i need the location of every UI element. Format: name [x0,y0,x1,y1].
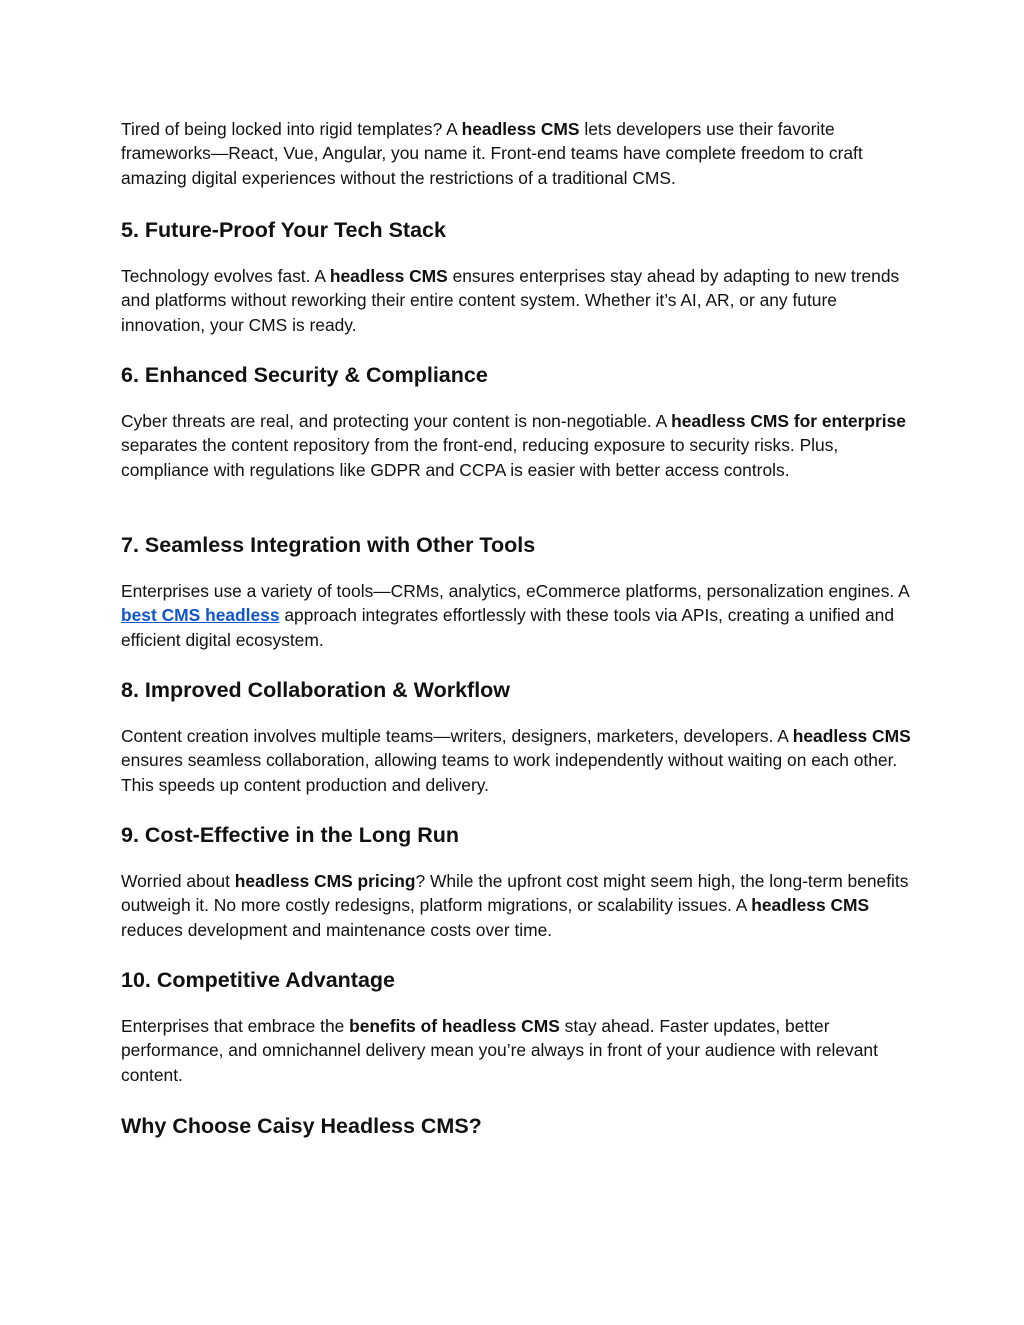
section-10-heading: 10. Competitive Advantage [121,968,395,992]
section-10-bold-1: benefits of headless CMS [349,1016,560,1036]
intro-text-1: Tired of being locked into rigid templates? A [121,119,462,139]
section-9-text-1: Worried about [121,871,235,891]
why-choose-heading: Why Choose Caisy Headless CMS? [121,1114,482,1138]
intro-text-2: lets developers use their favorite frameworks—React, Vue, Angular, you name it. Front-end teams have complete freedom to craft amazing digital experiences without the restrictions of a traditional CMS. [121,119,863,188]
section-9-text-2: ? While the upfront cost might seem high, the long-term benefits outweigh it. No more costly redesigns, platform migrations, or scalability issues. A [121,871,909,916]
section-8-paragraph [121,724,911,797]
section-6-text-1: Cyber threats are real, and protecting your content is non-negotiable. A [121,411,672,431]
section-5-text-2: ensures enterprises stay ahead by adapting to new trends and platforms without reworking their entire content system. Whether it’s AI, AR, or any future innovation, your CMS is ready. [121,266,900,335]
intro-bold-1: headless CMS [461,119,580,139]
section-9-bold-1: headless CMS pricing [234,871,416,891]
section-8-text-2: ensures seamless collaboration, allowing teams to work independently without waiting on each other. This speeds up content production and delivery. [121,750,898,795]
section-6-bold-1: headless CMS for enterprise [671,411,906,431]
best-cms-headless-link[interactable]: best CMS headless [121,605,280,626]
section-7-text-2: approach integrates effortlessly with these tools via APIs, creating a unified and efficient digital ecosystem. [121,605,895,650]
section-9-paragraph [121,869,911,942]
section-7-heading: 7. Seamless Integration with Other Tools [121,533,536,557]
section-7-paragraph [121,579,911,652]
section-5-bold-1: headless CMS [329,266,448,286]
section-10-text-2: stay ahead. Faster updates, better performance, and omnichannel delivery mean you’re always in front of your audience with relevant content. [121,1016,878,1085]
section-6-paragraph [121,409,911,482]
intro-paragraph [121,117,911,190]
section-8-heading: 8. Improved Collaboration & Workflow [121,678,511,702]
section-6-heading: 6. Enhanced Security & Compliance [121,363,488,387]
section-5-text-1: Technology evolves fast. A [121,266,330,286]
section-9-text-3: reduces development and maintenance costs over time. [121,919,553,940]
section-5-heading: 5. Future-Proof Your Tech Stack [121,218,446,242]
section-6-text-2: separates the content repository from the front-end, reducing exposure to security risks. Plus, compliance with regulations like GDPR and CCPA is easier with better access controls. [121,435,839,480]
section-10-paragraph [121,1014,911,1087]
section-5-paragraph [121,264,911,337]
section-8-text-1: Content creation involves multiple teams—writers, designers, marketers, developers. A [121,726,793,746]
section-8-bold-1: headless CMS [792,726,911,746]
section-7-text-1: Enterprises use a variety of tools—CRMs, analytics, eCommerce platforms, personalization engines. A [121,581,909,601]
section-9-heading: 9. Cost-Effective in the Long Run [121,823,460,847]
section-10-text-1: Enterprises that embrace the [121,1016,350,1036]
section-9-bold-2: headless CMS [751,895,870,916]
